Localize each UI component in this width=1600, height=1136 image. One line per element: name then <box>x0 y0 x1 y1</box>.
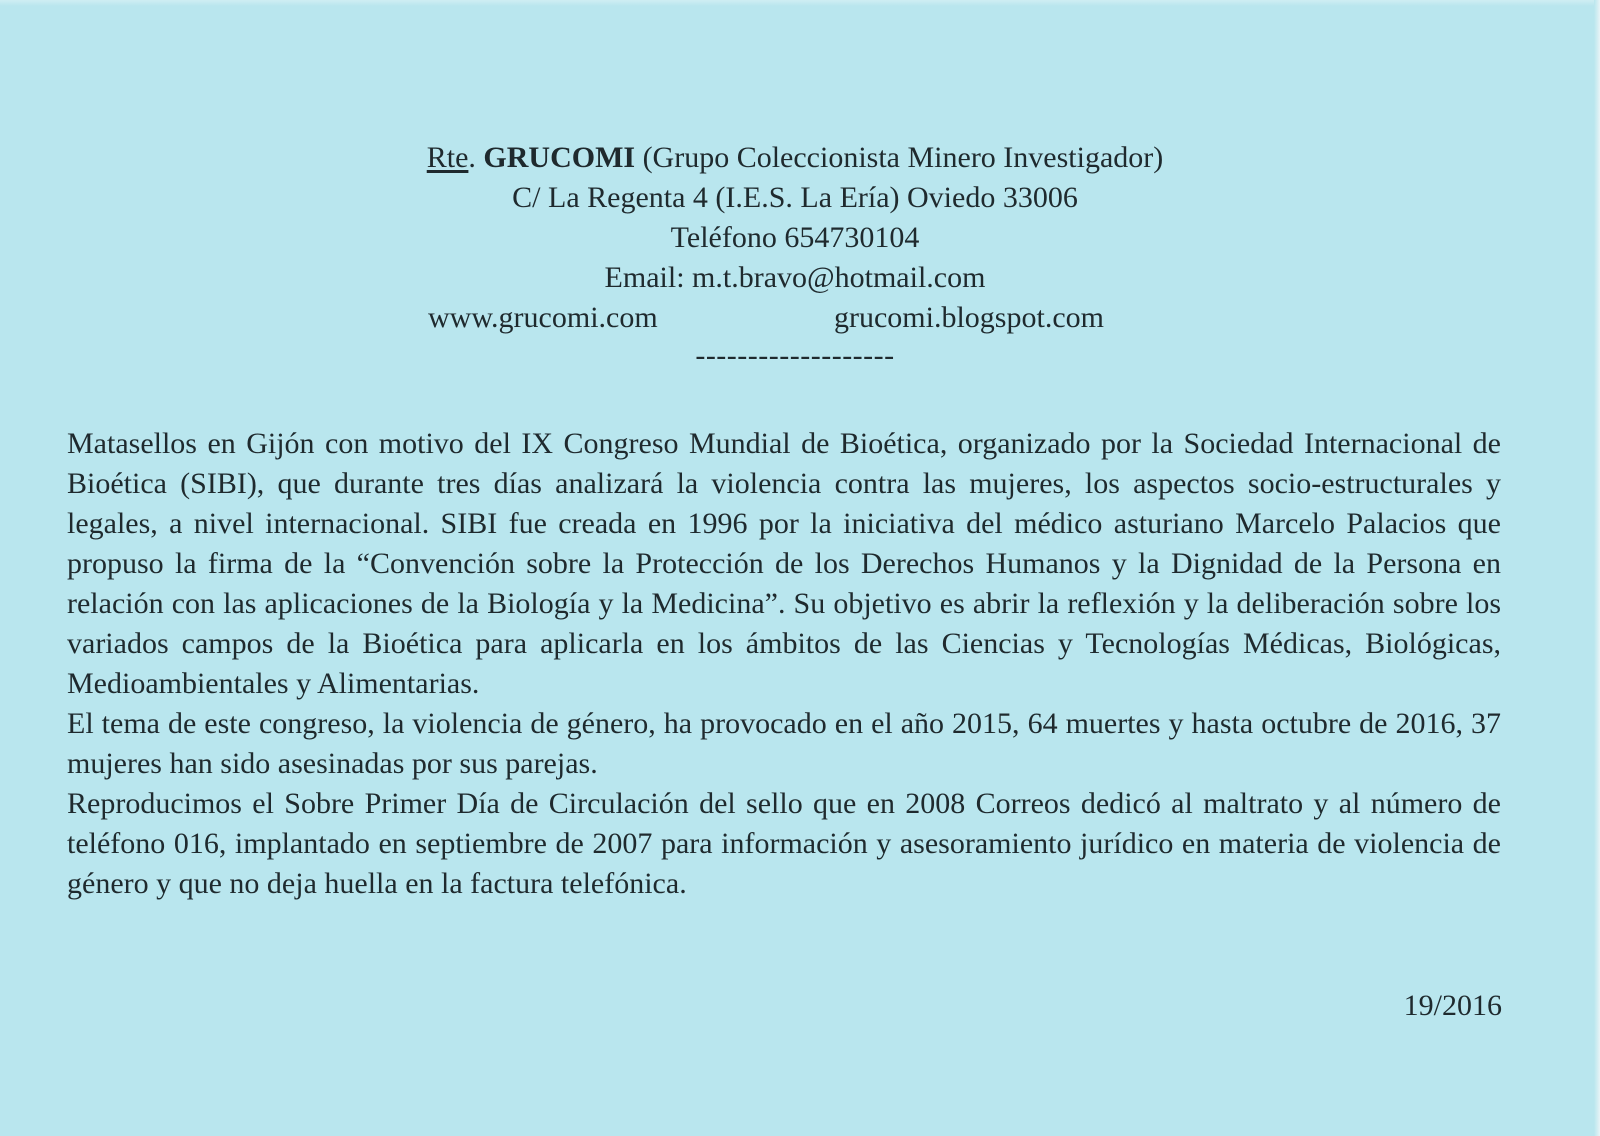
paragraph-violence: El tema de este congreso, la violencia de género, ha provocado en el año 2015, 64 muertes y hasta octubre de 2016, 37 mujeres han sido asesinadas por sus parejas. <box>67 707 1501 780</box>
phone-line: Teléfono 654730104 <box>670 221 920 254</box>
website-link: www.grucomi.com <box>428 301 658 334</box>
web-row <box>0 298 1590 338</box>
blog-link: grucomi.blogspot.com <box>834 301 1104 334</box>
org-name: GRUCOMI <box>483 141 636 174</box>
sender-line <box>0 138 1590 178</box>
date-label: 19/2016 <box>1403 989 1502 1022</box>
body-text <box>67 424 1501 904</box>
address-line: C/ La Regenta 4 (I.E.S. La Ería) Oviedo 33006 <box>512 181 1078 214</box>
org-full-name: (Grupo Coleccionista Minero Investigador) <box>642 141 1164 174</box>
email-line: Email: m.t.bravo@hotmail.com <box>604 261 986 294</box>
paragraph-stamp: Reproducimos el Sobre Primer Día de Circulación del sello que en 2008 Correos dedicó al maltrato y al número de teléfono 016, implantado en septiembre de 2007 para información y asesoramiento jurídico en materia de violencia de género y que no deja huella en la factura telefónica. <box>67 787 1501 900</box>
divider-line: ------------------- <box>695 339 895 372</box>
rte-label: Rte <box>426 141 469 174</box>
paragraph-congress: Matasellos en Gijón con motivo del IX Congreso Mundial de Bioética, organizado por la Sociedad Internacional de Bioética (SIBI), que durante tres días analizará la violencia contra las mujeres, los aspectos socio-estructurales y legales, a nivel internacional. SIBI fue creada en 1996 por la iniciativa del médico asturiano Marcelo Palacios que propuso la firma de la “Convención sobre la Protección de los Derechos Humanos y la Dignidad de la Persona en relación con las aplicaciones de la Biología y la Medicina”. Su objetivo es abrir la reflexión y la deliberación sobre los variados campos de la Bioética para aplicarla en los ámbitos de las Ciencias y Tecnologías Médicas, Biológicas, Medioambientales y Alimentarias. <box>67 427 1501 700</box>
sender-header <box>0 138 1590 374</box>
rte-dot: . <box>468 141 476 174</box>
